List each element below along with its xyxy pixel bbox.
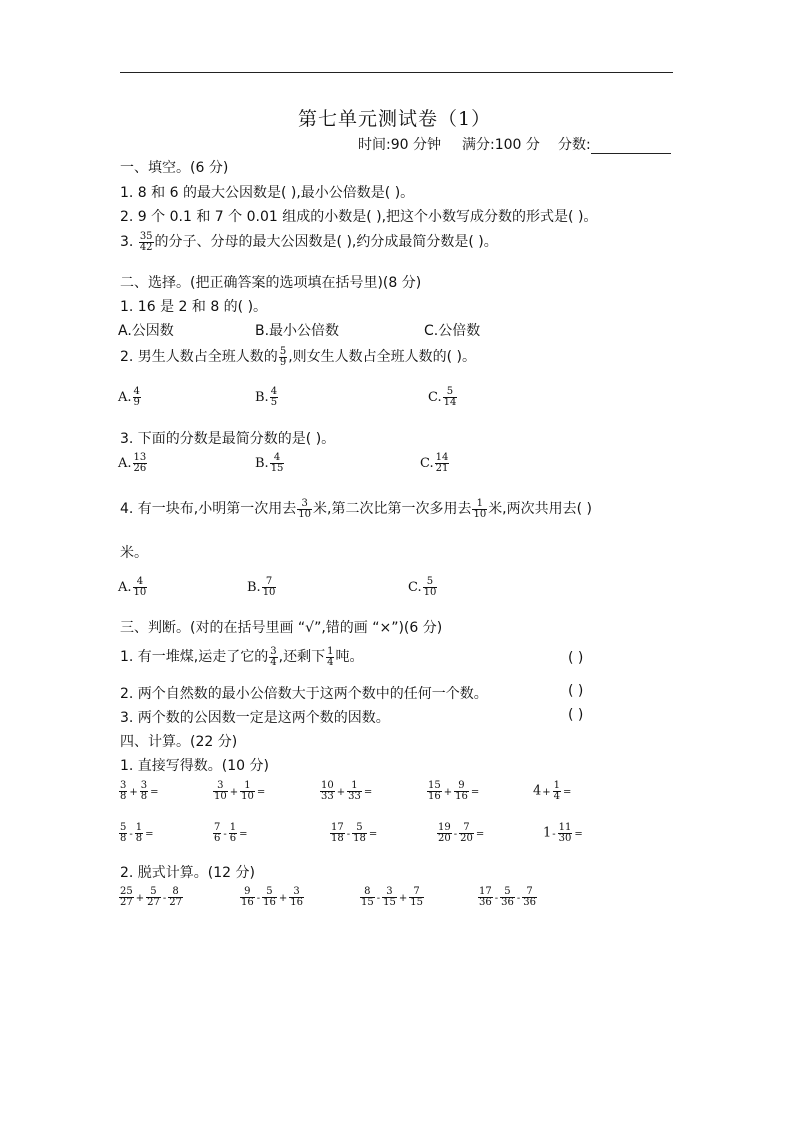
page-title: 第七单元测试卷（1） (298, 108, 492, 130)
s2-q2-text-post: ,则女生人数占全班人数的( )。 (288, 349, 477, 365)
s3-q3: 3. 两个数的公因数一定是这两个数的因数。 (120, 710, 390, 726)
s1-q3 (120, 231, 498, 253)
s2-q3-option-c: C. $\frac{14}{21}$ (420, 452, 449, 474)
s2-q4-option-b: B. $\frac{7}{10}$ (247, 576, 276, 598)
s2-q2-option-a: A. $\frac{4}{9}$ (118, 386, 140, 408)
full-score-label: 满分:100 分 (462, 137, 540, 153)
s4-sub1-heading: 1. 直接写得数。(10 分) (120, 758, 269, 774)
s2-q4-continuation: 米。 (120, 545, 148, 561)
s3-q2-answer-paren[interactable]: ( ) (568, 683, 584, 699)
section3-heading: 三、判断。(对的在括号里画 “√”,错的画 “×”)(6 分) (120, 620, 443, 636)
calc-item: $\frac{5}{8}$ - $\frac{1}{8}$ = (120, 822, 154, 844)
s2-q3-option-a: A. $\frac{13}{26}$ (118, 452, 147, 474)
time-label: 时间:90 分钟 (358, 137, 441, 153)
s2-q4-option-a: A. $\frac{4}{10}$ (118, 576, 147, 598)
s1-q3-number: 3. (120, 234, 134, 250)
score-field[interactable] (591, 139, 671, 154)
s2-q1: 1. 16 是 2 和 8 的( )。 (120, 299, 268, 315)
s2-q2-option-b: B. $\frac{4}{5}$ (255, 386, 278, 408)
calc-item: $\frac{17}{36}$ - $\frac{5}{36}$ - $\frac{7}{36}$ (479, 886, 536, 908)
calc-item: 1- $\frac{11}{30}$ = (543, 822, 583, 844)
s2-q2 (120, 346, 476, 368)
calc-item: $\frac{15}{16}$ + $\frac{9}{16}$ = (428, 780, 480, 802)
s1-q3-text: 的分子、分母的最大公因数是( ),约分成最简分数是( )。 (154, 234, 498, 250)
fraction: $\frac{3}{10}$ (298, 497, 311, 520)
calc-item: $\frac{25}{27}$ + $\frac{5}{27}$ - $\frac{8}{27}$ (120, 886, 182, 908)
s3-q2: 2. 两个自然数的最小公倍数大于这两个数中的任何一个数。 (120, 686, 488, 702)
calc-item: $\frac{3}{8}$ + $\frac{3}{8}$ = (120, 780, 159, 802)
calc-item: $\frac{3}{10}$ + $\frac{1}{10}$ = (214, 780, 266, 802)
s2-q1-option-c: C.公倍数 (424, 323, 481, 339)
s2-q3-option-b: B. $\frac{4}{15}$ (255, 452, 284, 474)
fraction: $\frac{3}{4}$ (270, 645, 277, 668)
s2-q1-option-b: B.最小公倍数 (255, 323, 340, 339)
s2-q2-option-c: C. $\frac{5}{14}$ (428, 386, 457, 408)
s2-q1-option-a: A.公因数 (118, 323, 174, 339)
s3-q1-answer-paren[interactable]: ( ) (568, 650, 584, 666)
calc-item: $\frac{10}{33}$ + $\frac{1}{33}$ = (321, 780, 373, 802)
s3-q1: 1. 有一堆煤,运走了它的 $\frac{3}{4}$ ,还剩下 $\frac{1}{4}$ 吨。 (120, 645, 364, 668)
s1-q2: 2. 9 个 0.1 和 7 个 0.01 组成的小数是( ),把这个小数写成分数的形式是( )。 (120, 209, 598, 225)
s2-q2-text-pre: 2. 男生人数占全班人数的 (120, 349, 278, 365)
fraction: $\frac{5}{9}$ (279, 345, 287, 368)
score-label (558, 134, 671, 154)
calc-item: $\frac{17}{18}$ - $\frac{5}{18}$ = (331, 822, 378, 844)
s1-q1: 1. 8 和 6 的最大公因数是( ),最小公倍数是( )。 (120, 185, 415, 201)
calc-item: $\frac{7}{6}$ - $\frac{1}{6}$ = (214, 822, 248, 844)
calc-item: $\frac{8}{15}$ - $\frac{3}{15}$ + $\frac{7}{15}$ (361, 886, 423, 908)
s2-q4-option-c: C. $\frac{5}{10}$ (408, 576, 437, 598)
s4-sub2-heading: 2. 脱式计算。(12 分) (120, 865, 255, 881)
score-text: 分数: (558, 137, 591, 153)
calc-item: $\frac{19}{20}$ - $\frac{7}{20}$ = (438, 822, 485, 844)
section2-heading: 二、选择。(把正确答案的选项填在括号里)(8 分) (120, 275, 422, 291)
s3-q3-answer-paren[interactable]: ( ) (568, 707, 584, 723)
s2-q3: 3. 下面的分数是最简分数的是( )。 (120, 431, 336, 447)
fraction: $\frac{1}{4}$ (327, 645, 334, 668)
section4-heading: 四、计算。(22 分) (120, 734, 238, 750)
fraction: $\frac{35}{42}$ (139, 230, 153, 253)
top-rule (120, 72, 673, 73)
calc-item: 4+ $\frac{1}{4}$ = (533, 780, 572, 802)
section1-heading: 一、填空。(6 分) (120, 160, 229, 176)
calc-item: $\frac{9}{16}$ - $\frac{5}{16}$ + $\frac{3}{16}$ (241, 886, 303, 908)
s2-q4: 4. 有一块布,小明第一次用去 $\frac{3}{10}$ 米,第二次比第一次多用去 $\frac{1}{10}$ 米,两次共用去( ) (120, 497, 593, 520)
fraction: $\frac{1}{10}$ (473, 497, 487, 520)
